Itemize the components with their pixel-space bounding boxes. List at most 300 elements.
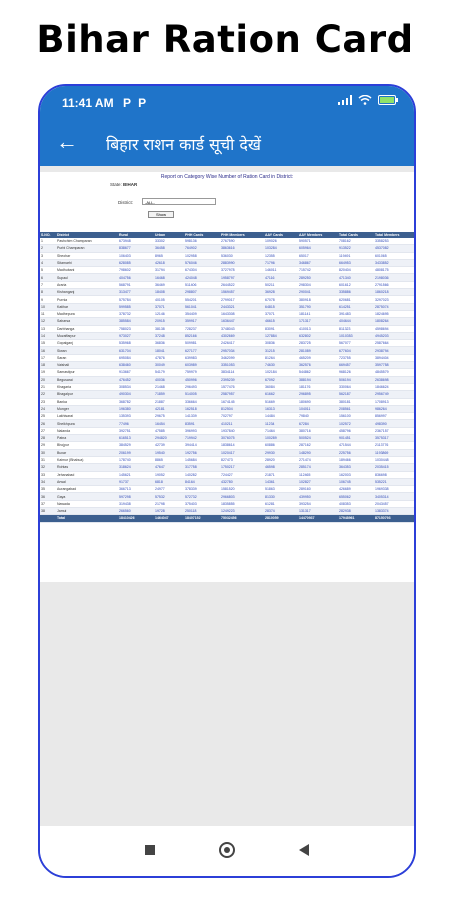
- table-cell[interactable]: 181141: [298, 310, 338, 317]
- table-cell[interactable]: 84164: [184, 478, 220, 485]
- table-cell[interactable]: 674304: [184, 267, 220, 274]
- table-cell[interactable]: 18041: [154, 347, 184, 354]
- table-cell[interactable]: 67078: [264, 296, 298, 303]
- table-cell[interactable]: 3297023: [374, 296, 414, 303]
- table-cell[interactable]: 37071: [154, 303, 184, 310]
- table-cell[interactable]: 106403: [118, 252, 154, 259]
- table-cell[interactable]: 719942: [184, 435, 220, 442]
- table-cell[interactable]: 36469: [154, 281, 184, 288]
- table-cell[interactable]: 568791: [118, 281, 154, 288]
- table-cell[interactable]: 391483: [338, 310, 374, 317]
- table-cell[interactable]: 410013: [298, 325, 338, 332]
- table-cell[interactable]: 250118: [184, 507, 220, 514]
- back-icon[interactable]: [299, 844, 309, 856]
- table-cell[interactable]: 189466: [338, 456, 374, 463]
- table-cell[interactable]: 852166: [184, 332, 220, 339]
- table-cell[interactable]: 655062: [338, 493, 374, 500]
- table-cell[interactable]: 364353: [338, 464, 374, 471]
- table-cell[interactable]: 450996: [184, 376, 220, 383]
- table-cell[interactable]: 289160: [298, 486, 338, 493]
- table-cell[interactable]: 590571: [298, 238, 338, 245]
- table-cell[interactable]: 36836: [154, 340, 184, 347]
- table-cell[interactable]: 601065: [374, 252, 414, 259]
- table-cell[interactable]: 37071: [264, 310, 298, 317]
- table-cell[interactable]: 19052: [154, 471, 184, 478]
- table-cell[interactable]: 127884: [264, 332, 298, 339]
- table-cell[interactable]: 1674145: [220, 398, 264, 405]
- table-cell[interactable]: 102184: [264, 369, 298, 376]
- table-cell[interactable]: 64815: [264, 303, 298, 310]
- table-cell[interactable]: 639983: [184, 354, 220, 361]
- table-cell[interactable]: 192756: [184, 449, 220, 456]
- table-cell[interactable]: 162518: [184, 405, 220, 412]
- table-cell[interactable]: 346867: [298, 259, 338, 266]
- table-cell[interactable]: 380181: [338, 398, 374, 405]
- table-cell[interactable]: 812504: [220, 405, 264, 412]
- table-cell[interactable]: 30836: [264, 340, 298, 347]
- table-cell[interactable]: 2791566: [374, 281, 414, 288]
- table-cell[interactable]: 12355: [264, 252, 298, 259]
- table-cell[interactable]: 14484: [264, 413, 298, 420]
- table-cell[interactable]: 359917: [184, 318, 220, 325]
- table-cell[interactable]: 281089: [298, 347, 338, 354]
- table-cell[interactable]: 335886: [338, 289, 374, 296]
- table-cell[interactable]: 4302669: [220, 332, 264, 339]
- table-cell[interactable]: 106745: [338, 478, 374, 485]
- table-cell[interactable]: 319438: [118, 500, 154, 507]
- table-cell[interactable]: 74630: [264, 362, 298, 369]
- table-cell[interactable]: 380716: [298, 427, 338, 434]
- table-cell[interactable]: 308534: [118, 383, 154, 390]
- table-cell[interactable]: 181176: [298, 383, 338, 390]
- table-cell[interactable]: 1958797: [220, 274, 264, 281]
- table-cell[interactable]: 103284: [264, 245, 298, 252]
- table-cell[interactable]: 109026: [264, 238, 298, 245]
- table-cell[interactable]: 378339: [184, 486, 220, 493]
- table-cell[interactable]: 2956749: [374, 391, 414, 398]
- table-cell[interactable]: 856997: [374, 413, 414, 420]
- table-cell[interactable]: 61281: [264, 500, 298, 507]
- table-cell[interactable]: 702797: [220, 413, 264, 420]
- table-cell[interactable]: 471544: [338, 442, 374, 449]
- table-cell[interactable]: 298304: [298, 281, 338, 288]
- table-cell[interactable]: 162003: [338, 471, 374, 478]
- table-cell[interactable]: 366713: [118, 486, 154, 493]
- table-cell[interactable]: 79840: [298, 413, 338, 420]
- table-cell[interactable]: 1193869: [374, 449, 414, 456]
- table-cell[interactable]: 2395239: [220, 376, 264, 383]
- table-cell[interactable]: 827473: [220, 456, 264, 463]
- webview-content[interactable]: [40, 166, 414, 826]
- table-cell[interactable]: 1835855: [220, 500, 264, 507]
- table-cell[interactable]: 723755: [338, 354, 374, 361]
- table-cell[interactable]: 490304: [118, 391, 154, 398]
- table-cell[interactable]: 759979: [184, 369, 220, 376]
- table-cell[interactable]: 208561: [338, 405, 374, 412]
- table-cell[interactable]: 36458: [154, 245, 184, 252]
- table-cell[interactable]: 576046: [184, 259, 220, 266]
- table-cell[interactable]: 3834114: [220, 369, 264, 376]
- table-cell[interactable]: 1937840: [220, 427, 264, 434]
- table-cell[interactable]: 620681: [338, 296, 374, 303]
- table-cell[interactable]: 24977: [154, 486, 184, 493]
- table-cell[interactable]: 986264: [374, 405, 414, 412]
- table-cell[interactable]: 3358253: [374, 238, 414, 245]
- table-cell[interactable]: 171317: [298, 318, 338, 325]
- table-cell[interactable]: 8865: [154, 456, 184, 463]
- table-cell[interactable]: 695084: [118, 354, 154, 361]
- table-cell[interactable]: 500524: [298, 435, 338, 442]
- table-cell[interactable]: 317758: [184, 464, 220, 471]
- table-cell[interactable]: 506194: [338, 376, 374, 383]
- table-cell[interactable]: 1636447: [220, 318, 264, 325]
- table-cell[interactable]: 38138: [154, 325, 184, 332]
- table-cell[interactable]: 2966803: [220, 493, 264, 500]
- table-cell[interactable]: 141339: [184, 413, 220, 420]
- table-cell[interactable]: 40105: [154, 296, 184, 303]
- table-cell[interactable]: 282938: [338, 507, 374, 514]
- table-cell[interactable]: 51863: [264, 486, 298, 493]
- table-cell[interactable]: 599585: [118, 303, 154, 310]
- table-cell[interactable]: 42739: [154, 442, 184, 449]
- table-cell[interactable]: 266560: [118, 507, 154, 514]
- table-cell[interactable]: 29930: [264, 449, 298, 456]
- table-cell[interactable]: 336664: [184, 398, 220, 405]
- table-cell[interactable]: 140282: [184, 471, 220, 478]
- table-cell[interactable]: 289250: [298, 274, 338, 281]
- table-cell[interactable]: 380918: [298, 296, 338, 303]
- table-cell[interactable]: 11234: [264, 420, 298, 427]
- table-cell[interactable]: 2644522: [220, 281, 264, 288]
- table-cell[interactable]: 31215: [264, 347, 298, 354]
- table-cell[interactable]: 572732: [184, 493, 220, 500]
- table-cell[interactable]: 3405314: [374, 493, 414, 500]
- table-cell[interactable]: 61662: [264, 391, 298, 398]
- table-cell[interactable]: 439950: [298, 493, 338, 500]
- table-cell[interactable]: 1838614: [220, 442, 264, 449]
- table-cell[interactable]: 31794: [154, 267, 184, 274]
- table-cell[interactable]: 100289: [264, 435, 298, 442]
- table-cell[interactable]: 424048: [184, 274, 220, 281]
- table-cell[interactable]: 330064: [338, 383, 374, 390]
- recent-apps-icon[interactable]: [145, 845, 155, 855]
- table-cell[interactable]: 81330: [264, 493, 298, 500]
- table-cell[interactable]: 1824695: [374, 310, 414, 317]
- table-cell[interactable]: 1708913: [374, 398, 414, 405]
- table-cell[interactable]: 298807: [184, 289, 220, 296]
- table-cell[interactable]: 1750217: [220, 464, 264, 471]
- table-cell[interactable]: 28374: [264, 507, 298, 514]
- table-cell[interactable]: 2767590: [220, 238, 264, 245]
- table-cell[interactable]: 1846624: [374, 383, 414, 390]
- table-cell[interactable]: 47116: [264, 274, 298, 281]
- table-cell[interactable]: 4537082: [374, 245, 414, 252]
- table-cell[interactable]: 811323: [338, 325, 374, 332]
- table-cell[interactable]: 476452: [118, 376, 154, 383]
- table-cell[interactable]: 2035415: [374, 464, 414, 471]
- table-cell[interactable]: 627177: [184, 347, 220, 354]
- table-cell[interactable]: 50211: [264, 281, 298, 288]
- table-cell[interactable]: 112465: [298, 471, 338, 478]
- table-cell[interactable]: 798602: [118, 267, 154, 274]
- table-cell[interactable]: 820404: [338, 267, 374, 274]
- table-cell[interactable]: 47647: [154, 464, 184, 471]
- table-cell[interactable]: 764902: [184, 245, 220, 252]
- table-cell[interactable]: 91737: [118, 478, 154, 485]
- table-cell[interactable]: 404756: [118, 274, 154, 281]
- table-cell[interactable]: 2443321: [220, 303, 264, 310]
- table-cell[interactable]: 294820: [154, 435, 184, 442]
- table-cell[interactable]: 67092: [264, 376, 298, 383]
- table-cell[interactable]: 54179: [154, 369, 184, 376]
- table-cell[interactable]: 3076075: [220, 435, 264, 442]
- table-cell[interactable]: 3433852: [374, 259, 414, 266]
- table-cell[interactable]: 28920: [264, 456, 298, 463]
- table-cell[interactable]: 554201: [184, 296, 220, 303]
- table-cell[interactable]: 575784: [118, 296, 154, 303]
- table-cell[interactable]: 46598: [264, 464, 298, 471]
- table-cell[interactable]: 47876: [154, 354, 184, 361]
- table-cell[interactable]: 225756: [338, 449, 374, 456]
- table-cell[interactable]: 67284: [298, 420, 338, 427]
- table-cell[interactable]: 102958: [184, 252, 220, 259]
- table-cell[interactable]: 375403: [184, 500, 220, 507]
- table-cell[interactable]: 4945203: [374, 332, 414, 339]
- table-cell[interactable]: 471340: [338, 274, 374, 281]
- table-cell[interactable]: 71859: [154, 391, 184, 398]
- table-cell[interactable]: 432780: [220, 478, 264, 485]
- table-cell[interactable]: 271474: [298, 456, 338, 463]
- table-cell[interactable]: 51669: [264, 398, 298, 405]
- table-cell[interactable]: 368782: [118, 398, 154, 405]
- table-cell[interactable]: 21871: [264, 471, 298, 478]
- home-icon[interactable]: [219, 842, 235, 858]
- table-cell[interactable]: 708162: [338, 238, 374, 245]
- table-cell[interactable]: 614251: [338, 303, 374, 310]
- table-cell[interactable]: 16454: [154, 420, 184, 427]
- table-cell[interactable]: 1581520: [220, 486, 264, 493]
- table-cell[interactable]: 60886: [264, 442, 298, 449]
- table-cell[interactable]: 36084: [264, 383, 298, 390]
- table-cell[interactable]: 758023: [118, 325, 154, 332]
- table-cell[interactable]: 628085: [118, 259, 154, 266]
- table-cell[interactable]: 131317: [298, 507, 338, 514]
- table-cell[interactable]: 21887: [154, 398, 184, 405]
- table-cell[interactable]: 3575317: [374, 435, 414, 442]
- table-cell[interactable]: 598136: [184, 238, 220, 245]
- table-cell[interactable]: 669457: [338, 362, 374, 369]
- table-cell[interactable]: 102827: [298, 478, 338, 485]
- table-cell[interactable]: 104011: [298, 405, 338, 412]
- table-cell[interactable]: 77496: [118, 420, 154, 427]
- table-cell[interactable]: 836698: [374, 471, 414, 478]
- table-cell[interactable]: 1860218: [374, 289, 414, 296]
- table-cell[interactable]: 393254: [298, 500, 338, 507]
- table-cell[interactable]: 3863616: [220, 245, 264, 252]
- table-cell[interactable]: 394414: [184, 442, 220, 449]
- table-cell[interactable]: 290041: [298, 289, 338, 296]
- table-cell[interactable]: 14361: [264, 478, 298, 485]
- table-cell[interactable]: 287162: [298, 442, 338, 449]
- table-cell[interactable]: 2587664: [374, 340, 414, 347]
- table-cell[interactable]: 145621: [118, 471, 154, 478]
- table-cell[interactable]: 65017: [298, 252, 338, 259]
- table-cell[interactable]: 3894404: [374, 354, 414, 361]
- table-cell[interactable]: 206199: [118, 449, 154, 456]
- table-cell[interactable]: 410211: [220, 420, 264, 427]
- table-cell[interactable]: 1030448: [374, 456, 414, 463]
- back-arrow-icon[interactable]: ←: [56, 129, 78, 154]
- table-cell[interactable]: 1020417: [220, 449, 264, 456]
- table-cell[interactable]: 2638698: [374, 376, 414, 383]
- table-cell[interactable]: 18408: [154, 289, 184, 296]
- table-cell[interactable]: 71796: [264, 259, 298, 266]
- table-cell[interactable]: 384529: [118, 442, 154, 449]
- table-cell[interactable]: 47585: [154, 427, 184, 434]
- table-cell[interactable]: 33302: [154, 238, 184, 245]
- table-cell[interactable]: 511406: [184, 281, 220, 288]
- table-cell[interactable]: 21798: [154, 500, 184, 507]
- table-cell[interactable]: 351790: [298, 303, 338, 310]
- table-cell[interactable]: 677604: [338, 347, 374, 354]
- table-cell[interactable]: 3462099: [220, 354, 264, 361]
- table-cell[interactable]: 601612: [338, 281, 374, 288]
- table-cell[interactable]: 2957034: [220, 347, 264, 354]
- table-cell[interactable]: 3597758: [374, 362, 414, 369]
- table-cell[interactable]: 728237: [184, 325, 220, 332]
- table-cell[interactable]: 19728: [154, 507, 184, 514]
- table-cell[interactable]: 12146: [154, 310, 184, 317]
- table-cell[interactable]: 16313: [264, 405, 298, 412]
- table-cell[interactable]: 2938794: [374, 347, 414, 354]
- table-cell[interactable]: 605964: [298, 245, 338, 252]
- table-cell[interactable]: 148290: [298, 449, 338, 456]
- table-cell[interactable]: 4808175: [374, 267, 414, 274]
- table-cell[interactable]: 318624: [118, 464, 154, 471]
- table-cell[interactable]: 561041: [184, 303, 220, 310]
- table-cell[interactable]: 71464: [264, 427, 298, 434]
- table-cell[interactable]: 6818: [154, 478, 184, 485]
- table-cell[interactable]: 2799017: [220, 296, 264, 303]
- table-cell[interactable]: 1808264: [374, 318, 414, 325]
- table-cell[interactable]: 2198036: [374, 274, 414, 281]
- table-cell[interactable]: 535221: [374, 478, 414, 485]
- table-cell[interactable]: 2426417: [220, 340, 264, 347]
- table-cell[interactable]: 2587957: [220, 391, 264, 398]
- table-cell[interactable]: 29675: [154, 413, 184, 420]
- table-cell[interactable]: 296493: [184, 383, 220, 390]
- table-cell[interactable]: 385584: [118, 318, 154, 325]
- table-cell[interactable]: 36928: [264, 289, 298, 296]
- table-cell[interactable]: 40036: [154, 376, 184, 383]
- table-cell[interactable]: 313477: [118, 289, 154, 296]
- table-cell[interactable]: 913667: [118, 369, 154, 376]
- table-cell[interactable]: 46615: [264, 318, 298, 325]
- table-cell[interactable]: 616513: [118, 435, 154, 442]
- table-cell[interactable]: 83591: [184, 420, 220, 427]
- table-cell[interactable]: 178740: [118, 456, 154, 463]
- table-cell[interactable]: 838677: [118, 245, 154, 252]
- table-cell[interactable]: 42181: [154, 405, 184, 412]
- table-cell[interactable]: 603989: [184, 362, 220, 369]
- table-cell[interactable]: 535968: [118, 340, 154, 347]
- table-cell[interactable]: 37248: [154, 332, 184, 339]
- table-cell[interactable]: 8965: [154, 252, 184, 259]
- table-cell[interactable]: 81264: [264, 354, 298, 361]
- table-cell[interactable]: 1643308: [220, 310, 264, 317]
- table-cell[interactable]: 1577476: [220, 383, 264, 390]
- table-cell[interactable]: 4598694: [374, 325, 414, 332]
- table-cell[interactable]: 392751: [118, 427, 154, 434]
- table-cell[interactable]: 354409: [184, 310, 220, 317]
- table-cell[interactable]: 673948: [118, 238, 154, 245]
- table-cell[interactable]: 57532: [154, 493, 184, 500]
- show-button[interactable]: Show: [148, 211, 174, 218]
- table-cell[interactable]: 973027: [118, 332, 154, 339]
- table-cell[interactable]: 536030: [220, 252, 264, 259]
- table-cell[interactable]: 664953: [338, 259, 374, 266]
- table-cell[interactable]: 378732: [118, 310, 154, 317]
- table-cell[interactable]: 1010353: [338, 332, 374, 339]
- table-cell[interactable]: 724427: [220, 471, 264, 478]
- table-cell[interactable]: 901451: [338, 435, 374, 442]
- table-cell[interactable]: 631704: [118, 347, 154, 354]
- table-cell[interactable]: 146011: [264, 267, 298, 274]
- table-cell[interactable]: 83091: [264, 325, 298, 332]
- table-cell[interactable]: 1383374: [374, 507, 414, 514]
- table-cell[interactable]: 404644: [338, 318, 374, 325]
- table-cell[interactable]: 1249223: [220, 507, 264, 514]
- table-cell[interactable]: 498390: [374, 420, 414, 427]
- table-cell[interactable]: 145684: [184, 456, 220, 463]
- table-cell[interactable]: 19540: [154, 449, 184, 456]
- table-cell[interactable]: 102572: [338, 420, 374, 427]
- table-cell[interactable]: 396993: [184, 427, 220, 434]
- table-cell[interactable]: 21468: [154, 383, 184, 390]
- table-cell[interactable]: 514005: [184, 391, 220, 398]
- table-cell[interactable]: 597298: [118, 493, 154, 500]
- table-cell[interactable]: 2113776: [374, 442, 414, 449]
- table-cell[interactable]: 20915: [154, 318, 184, 325]
- table-cell[interactable]: 296895: [298, 391, 338, 398]
- table-cell[interactable]: 3748043: [220, 325, 264, 332]
- table-cell[interactable]: 638460: [118, 362, 154, 369]
- table-cell[interactable]: 2043457: [374, 500, 414, 507]
- table-cell[interactable]: 426689: [338, 486, 374, 493]
- table-cell[interactable]: 4845579: [374, 369, 414, 376]
- table-cell[interactable]: 968126: [338, 369, 374, 376]
- table-cell[interactable]: 119491: [338, 252, 374, 259]
- table-cell[interactable]: 180690: [298, 398, 338, 405]
- table-cell[interactable]: 283725: [298, 340, 338, 347]
- table-cell[interactable]: 567077: [338, 340, 374, 347]
- table-cell[interactable]: 458796: [338, 427, 374, 434]
- table-cell[interactable]: 196380: [118, 405, 154, 412]
- table-cell[interactable]: 509981: [184, 340, 220, 347]
- table-cell[interactable]: 2883990: [220, 259, 264, 266]
- table-cell[interactable]: 285174: [298, 464, 338, 471]
- table-cell[interactable]: 135393: [118, 413, 154, 420]
- table-cell[interactable]: 42618: [154, 259, 184, 266]
- table-cell[interactable]: 3727978: [220, 267, 264, 274]
- table-cell[interactable]: 544862: [298, 369, 338, 376]
- table-cell[interactable]: 2367157: [374, 427, 414, 434]
- table-cell[interactable]: 3351053: [220, 362, 264, 369]
- table-cell[interactable]: 388194: [298, 376, 338, 383]
- table-cell[interactable]: 362576: [298, 362, 338, 369]
- table-cell[interactable]: 1969338: [374, 486, 414, 493]
- table-cell[interactable]: 30049: [154, 362, 184, 369]
